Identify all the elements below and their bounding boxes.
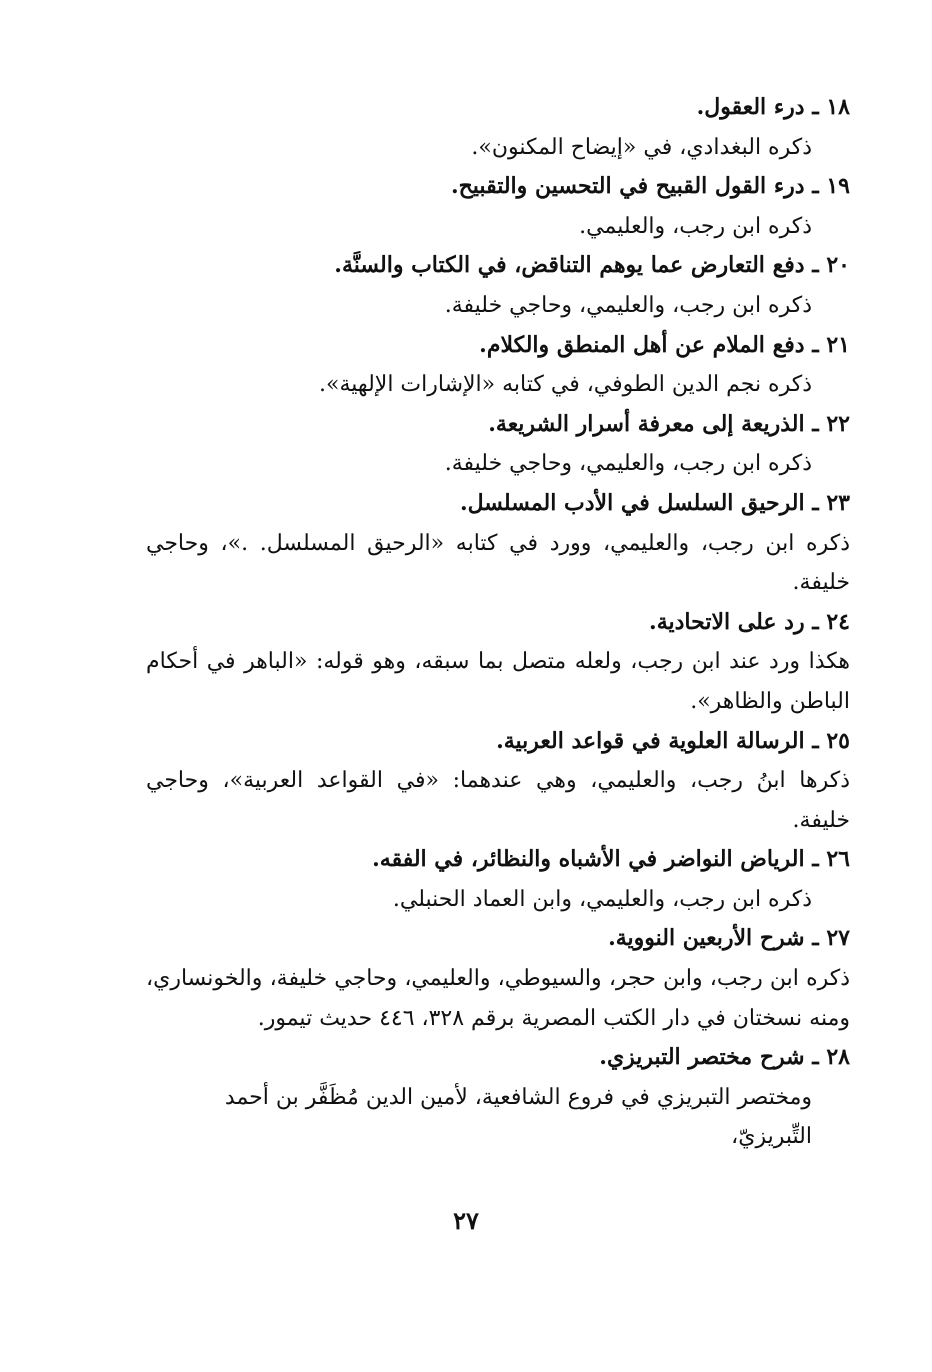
entry-heading: ٢٨ ـ شرح مختصر التبريزي. (599, 1044, 850, 1071)
entry-description: ذكره ابن رجب، والعليمي، وورد في كتابه «الرحيق المسلسل. .»، وحاجي خليفة. (146, 530, 850, 596)
entry-description: ذكره نجم الدين الطوفي، في كتابه «الإشارات الإلهية». (319, 372, 812, 398)
entry-description: ذكره ابن رجب، والعليمي، وحاجي خليفة. (444, 292, 812, 318)
entry-heading: ١٩ ـ درء القول القبيح في التحسين والتقبيح. (450, 173, 850, 200)
entry-description: ذكره ابن رجب، والعليمي. (579, 213, 812, 239)
entry-heading: ٢٥ ـ الرسالة العلوية في قواعد العربية. (496, 727, 850, 754)
entry-description: ذكره ابن رجب، وابن حجر، والسيوطي، والعليمي، وحاجي خليفة، والخونساري، ومنه نسختان في دار الكتب المصرية برقم ٣٢٨، ٤٤٦ حديث تيمور. (146, 966, 850, 1031)
entry-description: ذكرها ابنُ رجب، والعليمي، وهي عندهما: «في القواعد العربية»، وحاجي خليفة. (146, 768, 850, 833)
entry-description: ذكره ابن رجب، والعليمي، وابن العماد الحنبلي. (392, 886, 812, 912)
entry-heading: ٢٠ ـ دفع التعارض عما يوهم التناقض، في الكتاب والسنَّة. (334, 252, 850, 279)
page-number: ٢٧ (453, 1206, 479, 1235)
entry-heading: ٢٣ ـ الرحيق السلسل في الأدب المسلسل. (459, 489, 850, 516)
entry-description: ذكره البغدادي، في «إيضاح المكنون». (471, 134, 812, 160)
entry-list (146, 88, 850, 1157)
entry-description: ذكره ابن رجب، والعليمي، وحاجي خليفة. (444, 451, 812, 477)
entry-heading: ٢٤ ـ رد على الاتحادية. (649, 608, 850, 635)
entry-heading: ٢٧ ـ شرح الأربعين النووية. (608, 925, 850, 952)
entry-heading: ١٨ ـ درء العقول. (696, 94, 850, 120)
entry-description: هكذا ورد عند ابن رجب، ولعله متصل بما سبقه، وهو قوله: «الباهر في أحكام الباطن والظاهر». (146, 649, 850, 714)
entry-description: ومختصر التبريزي في فروع الشافعية، لأمين الدين مُظَفَّر بن أحمد التِّبريزيّ، (224, 1084, 812, 1150)
entry-heading: ٢١ ـ دفع الملام عن أهل المنطق والكلام. (479, 331, 850, 358)
entry-heading: ٢٦ ـ الرياض النواضر في الأشباه والنظائر، في الفقه. (372, 846, 850, 873)
entry-heading: ٢٢ ـ الذريعة إلى معرفة أسرار الشريعة. (488, 410, 850, 437)
